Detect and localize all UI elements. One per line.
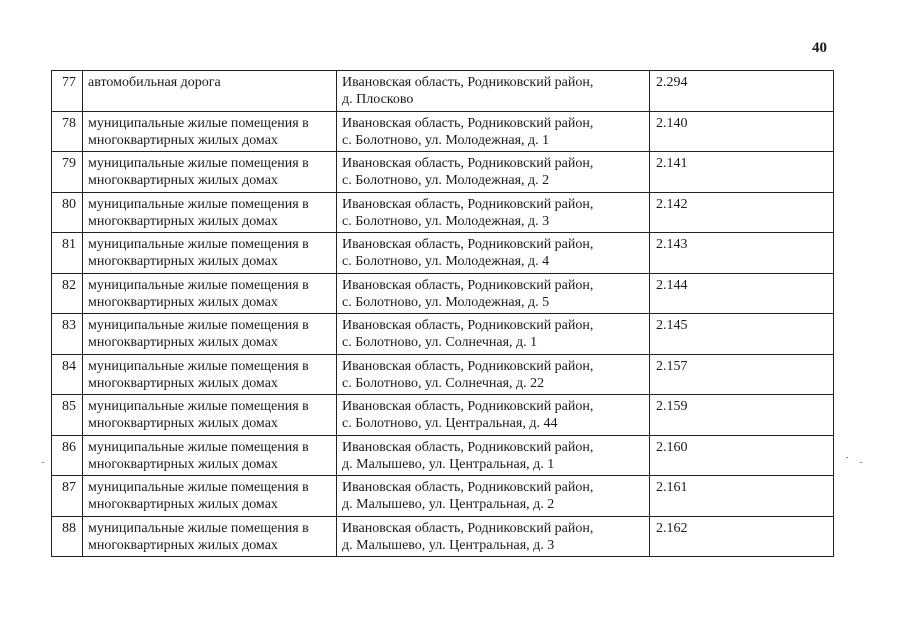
row-number-cell: 81	[52, 233, 83, 274]
row-number-cell: 84	[52, 354, 83, 395]
table-row	[52, 314, 834, 355]
address-cell	[337, 476, 650, 517]
address-line: Ивановская область, Родниковский район,	[342, 318, 594, 333]
object-name-line: муниципальные жилые помещения в	[88, 358, 309, 374]
row-number-cell: 85	[52, 395, 83, 436]
object-name-line: муниципальные жилые помещения в	[88, 156, 309, 171]
table-row	[52, 273, 834, 314]
address-line: с. Болотново, ул. Центральная, д. 44	[342, 416, 558, 431]
object-name-line: муниципальные жилые помещения в	[88, 196, 309, 212]
address-cell	[337, 314, 650, 355]
registry-code-cell: 2.294	[650, 71, 834, 112]
address-cell	[337, 435, 650, 476]
address-line: Ивановская область, Родниковский район,	[342, 237, 594, 252]
object-name-cell	[83, 354, 337, 395]
registry-code-cell: 2.141	[650, 152, 834, 193]
address-line: Ивановская область, Родниковский район,	[342, 115, 594, 131]
address-line: с. Болотново, ул. Молодежная, д. 1	[342, 132, 550, 148]
table-row	[52, 435, 834, 476]
registry-code-cell: 2.143	[650, 233, 834, 274]
address-line: Ивановская область, Родниковский район,	[342, 156, 594, 171]
address-cell	[337, 395, 650, 436]
object-name-cell	[83, 192, 337, 233]
table-row	[52, 111, 834, 152]
address-cell	[337, 354, 650, 395]
registry-code-cell: 2.157	[650, 354, 834, 395]
address-line: Ивановская область, Родниковский район,	[342, 399, 594, 414]
address-line: д. Малышево, ул. Центральная, д. 3	[342, 537, 555, 553]
object-name-line: многоквартирных жилых домах	[88, 456, 278, 472]
address-line: д. Малышево, ул. Центральная, д. 1	[342, 456, 555, 472]
table-row	[52, 233, 834, 274]
object-name-line: муниципальные жилые помещения в	[88, 277, 309, 293]
row-number-cell: 87	[52, 476, 83, 517]
scan-speck	[860, 462, 862, 463]
address-line: Ивановская область, Родниковский район,	[342, 75, 594, 90]
row-number-cell: 77	[52, 71, 83, 112]
table-row	[52, 516, 834, 557]
property-registry-table	[51, 70, 834, 557]
scan-speck	[846, 457, 848, 458]
table-row	[52, 476, 834, 517]
address-line: с. Болотново, ул. Солнечная, д. 22	[342, 375, 545, 391]
object-name-cell	[83, 71, 337, 112]
object-name-line: многоквартирных жилых домах	[88, 335, 278, 350]
registry-code-cell: 2.142	[650, 192, 834, 233]
object-name-cell	[83, 233, 337, 274]
table-row	[52, 152, 834, 193]
address-line: с. Болотново, ул. Молодежная, д. 2	[342, 173, 550, 188]
object-name-line: многоквартирных жилых домах	[88, 294, 278, 310]
registry-code-cell: 2.160	[650, 435, 834, 476]
page-number: 40	[812, 40, 827, 56]
object-name-cell	[83, 435, 337, 476]
row-number-cell: 88	[52, 516, 83, 557]
address-line: с. Болотново, ул. Солнечная, д. 1	[342, 335, 538, 350]
address-cell	[337, 71, 650, 112]
object-name-cell	[83, 314, 337, 355]
address-line: д. Плосково	[342, 92, 414, 107]
address-cell	[337, 273, 650, 314]
row-number-cell: 80	[52, 192, 83, 233]
address-cell	[337, 192, 650, 233]
address-line: с. Болотново, ул. Молодежная, д. 3	[342, 213, 550, 229]
address-cell	[337, 233, 650, 274]
row-number-cell: 83	[52, 314, 83, 355]
object-name-line: многоквартирных жилых домах	[88, 497, 278, 512]
table-row	[52, 395, 834, 436]
object-name-line: автомобильная дорога	[88, 75, 221, 90]
address-line: с. Болотново, ул. Молодежная, д. 5	[342, 294, 550, 310]
address-line: Ивановская область, Родниковский район,	[342, 480, 594, 495]
registry-code-cell: 2.161	[650, 476, 834, 517]
object-name-cell	[83, 273, 337, 314]
object-name-cell	[83, 516, 337, 557]
registry-code-cell: 2.159	[650, 395, 834, 436]
address-line: Ивановская область, Родниковский район,	[342, 439, 594, 455]
object-name-line: муниципальные жилые помещения в	[88, 480, 309, 495]
object-name-line: многоквартирных жилых домах	[88, 173, 278, 188]
registry-code-cell: 2.162	[650, 516, 834, 557]
address-cell	[337, 111, 650, 152]
row-number-cell: 86	[52, 435, 83, 476]
object-name-line: многоквартирных жилых домах	[88, 254, 278, 269]
object-name-cell	[83, 152, 337, 193]
object-name-line: многоквартирных жилых домах	[88, 375, 278, 391]
address-line: Ивановская область, Родниковский район,	[342, 358, 594, 374]
row-number-cell: 78	[52, 111, 83, 152]
object-name-line: муниципальные жилые помещения в	[88, 439, 309, 455]
table-row	[52, 192, 834, 233]
row-number-cell: 82	[52, 273, 83, 314]
object-name-line: многоквартирных жилых домах	[88, 213, 278, 229]
address-cell	[337, 152, 650, 193]
address-line: Ивановская область, Родниковский район,	[342, 520, 594, 536]
object-name-line: муниципальные жилые помещения в	[88, 237, 309, 252]
scan-speck	[42, 462, 44, 463]
object-name-line: муниципальные жилые помещения в	[88, 318, 309, 333]
table-row	[52, 354, 834, 395]
object-name-line: муниципальные жилые помещения в	[88, 115, 309, 131]
object-name-cell	[83, 476, 337, 517]
object-name-line: многоквартирных жилых домах	[88, 416, 278, 431]
address-line: Ивановская область, Родниковский район,	[342, 277, 594, 293]
object-name-line: многоквартирных жилых домах	[88, 132, 278, 148]
address-cell	[337, 516, 650, 557]
table-row	[52, 71, 834, 112]
address-line: д. Малышево, ул. Центральная, д. 2	[342, 497, 555, 512]
registry-code-cell: 2.144	[650, 273, 834, 314]
table-body	[52, 71, 834, 557]
object-name-line: муниципальные жилые помещения в	[88, 520, 309, 536]
object-name-cell	[83, 111, 337, 152]
registry-code-cell: 2.145	[650, 314, 834, 355]
object-name-cell	[83, 395, 337, 436]
address-line: с. Болотново, ул. Молодежная, д. 4	[342, 254, 550, 269]
object-name-line: многоквартирных жилых домах	[88, 537, 278, 553]
registry-code-cell: 2.140	[650, 111, 834, 152]
row-number-cell: 79	[52, 152, 83, 193]
object-name-line: муниципальные жилые помещения в	[88, 399, 309, 414]
address-line: Ивановская область, Родниковский район,	[342, 196, 594, 212]
